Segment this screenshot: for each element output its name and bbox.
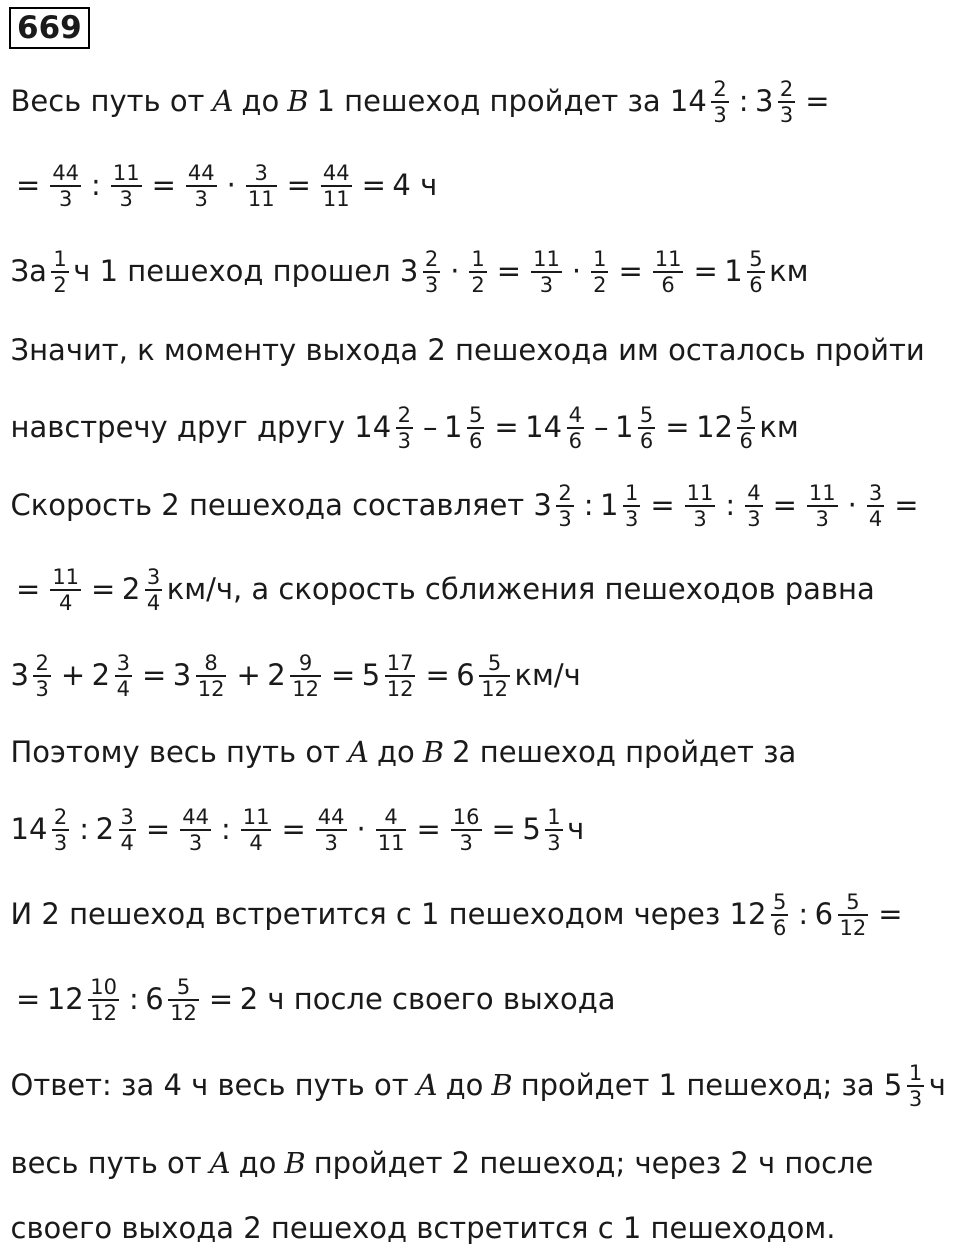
fraction-numerator: 16: [452, 805, 480, 829]
text-run: 6: [145, 982, 164, 1017]
fraction-numerator: 44: [52, 161, 80, 185]
math-operator: =: [805, 84, 830, 119]
text-run: пройдет 1 пешеход; за 5: [520, 1068, 903, 1103]
fraction: [838, 891, 869, 939]
fraction-denominator: 3: [188, 830, 203, 855]
fraction-numerator: 2: [397, 403, 412, 427]
math-operator: =: [650, 488, 675, 523]
text-run: 1: [600, 488, 619, 523]
text-run: Весь путь от: [10, 84, 205, 119]
math-operator: ·: [356, 812, 366, 847]
fraction-numerator: 44: [187, 161, 215, 185]
text-run: км/ч: [514, 658, 581, 693]
math-operator: =: [425, 658, 450, 693]
fraction-denominator: 4: [116, 676, 130, 701]
fraction: [168, 976, 199, 1024]
fraction-numerator: 5: [739, 403, 753, 427]
point-label: B: [284, 1146, 306, 1180]
text-run: 5: [522, 812, 541, 847]
fraction-numerator: 11: [242, 805, 270, 829]
math-operator: =: [693, 254, 718, 289]
math-operator: :: [583, 488, 594, 523]
point-label: B: [422, 735, 445, 769]
text-run: Ответ: за 4 ч весь путь от: [10, 1068, 409, 1103]
fraction-denominator: 12: [386, 676, 414, 701]
fraction-denominator: 11: [322, 186, 350, 211]
fraction-denominator: 3: [424, 272, 439, 297]
fraction-denominator: 6: [639, 428, 654, 453]
fraction: [186, 162, 217, 210]
fraction-denominator: 6: [568, 428, 582, 453]
fraction-numerator: 11: [686, 481, 714, 505]
point-label: A: [212, 84, 234, 119]
fraction: [591, 248, 608, 296]
fraction: [396, 404, 413, 452]
text-run: км/ч, а скорость сближения пешеходов равна: [166, 572, 875, 607]
fraction-denominator: 4: [249, 830, 263, 855]
point-label: B: [491, 1068, 513, 1103]
math-operator: =: [141, 658, 167, 693]
fraction-denominator: 3: [397, 428, 412, 453]
text-line: [10, 404, 799, 452]
text-run: 12: [696, 410, 733, 445]
fraction: [737, 404, 754, 452]
fraction-numerator: 1: [547, 805, 561, 829]
fraction-numerator: 11: [808, 481, 836, 505]
text-run: км: [769, 254, 809, 289]
fraction-denominator: 6: [468, 428, 483, 453]
fraction-denominator: 4: [146, 590, 161, 615]
fraction: [747, 248, 764, 296]
fraction: [180, 806, 211, 854]
fraction-denominator: 6: [739, 428, 753, 453]
fraction-denominator: 3: [713, 102, 727, 127]
text-line: [10, 566, 875, 614]
fraction-numerator: 11: [112, 161, 140, 185]
fraction-denominator: 3: [35, 676, 49, 701]
fraction-numerator: 9: [298, 651, 313, 675]
text-run: ч: [928, 1068, 946, 1103]
fraction: [479, 652, 510, 700]
fraction-denominator: 3: [58, 186, 73, 211]
math-operator: =: [416, 812, 441, 847]
math-operator: :: [725, 488, 736, 523]
fraction: [685, 482, 716, 530]
math-operator: :: [79, 812, 90, 847]
text-run: 1 пешеход пройдет за 14: [316, 84, 707, 119]
text-run: 1: [724, 254, 743, 289]
text-run: 2: [95, 812, 115, 847]
fraction-denominator: 3: [815, 506, 829, 531]
fraction-denominator: 4: [868, 506, 883, 531]
math-operator: =: [496, 254, 522, 289]
text-run: своего выхода 2 пешеход встретится с 1 пешеходом.: [10, 1211, 836, 1245]
text-run: 6: [814, 897, 834, 932]
text-run: 3: [754, 84, 774, 119]
math-operator: =: [151, 168, 176, 203]
fraction-denominator: 3: [53, 830, 68, 855]
math-operator: =: [665, 410, 690, 445]
text-run: 2: [91, 658, 111, 693]
text-run: 5: [361, 658, 381, 693]
fraction: [145, 566, 162, 614]
fraction: [241, 806, 272, 854]
text-line: [10, 162, 438, 210]
fraction: [321, 162, 352, 210]
text-run: За: [10, 254, 47, 289]
fraction-numerator: 11: [52, 565, 80, 589]
math-operator: ·: [847, 488, 857, 523]
fraction-denominator: 3: [558, 506, 572, 531]
text-run: 2: [121, 572, 141, 607]
fraction-numerator: 1: [624, 481, 639, 505]
text-run: 14: [525, 410, 563, 445]
text-run: 6: [456, 658, 475, 693]
fraction-denominator: 4: [58, 590, 73, 615]
fraction: [290, 652, 321, 700]
fraction-numerator: 2: [779, 77, 794, 101]
fraction: [638, 404, 655, 452]
fraction-numerator: 5: [176, 975, 191, 999]
fraction-numerator: 4: [384, 805, 398, 829]
text-line: [10, 652, 581, 700]
fraction: [51, 248, 68, 296]
math-operator: +: [236, 658, 261, 693]
fraction: [556, 482, 573, 530]
math-operator: :: [798, 897, 809, 932]
fraction-denominator: 4: [120, 830, 134, 855]
text-line: [10, 1211, 836, 1246]
fraction-denominator: 3: [693, 506, 707, 531]
text-run: Значит, к моменту выхода 2 пешехода им осталось пройти: [10, 333, 925, 367]
math-operator: :: [128, 982, 139, 1017]
math-operator: =: [618, 254, 643, 289]
fraction-numerator: 3: [120, 805, 134, 829]
fraction-denominator: 12: [197, 676, 225, 701]
fraction-numerator: 10: [90, 975, 117, 999]
math-operator: =: [286, 168, 311, 203]
fraction-numerator: 4: [568, 403, 582, 427]
fraction: [50, 162, 81, 210]
fraction-numerator: 2: [558, 481, 572, 505]
point-label: B: [287, 84, 309, 119]
fraction: [653, 248, 684, 296]
fraction: [711, 78, 728, 126]
math-operator: ·: [571, 254, 582, 289]
fraction: [111, 162, 142, 210]
text-run: до: [238, 1146, 277, 1180]
fraction-numerator: 44: [317, 805, 345, 829]
fraction-denominator: 2: [593, 272, 607, 297]
fraction-numerator: 44: [182, 805, 209, 829]
text-line: [10, 806, 585, 854]
fraction-denominator: 3: [779, 102, 794, 127]
fraction-denominator: 12: [90, 1000, 117, 1025]
text-run: 1: [444, 410, 463, 445]
fraction-numerator: 3: [868, 481, 883, 505]
text-run: навстречу друг другу 14: [10, 410, 392, 445]
fraction-numerator: 5: [639, 403, 654, 427]
point-label: A: [348, 735, 369, 769]
fraction-numerator: 1: [593, 247, 607, 271]
fraction-numerator: 1: [908, 1061, 923, 1085]
fraction: [467, 404, 484, 452]
math-operator: =: [361, 168, 386, 203]
text-line: [10, 482, 925, 530]
text-run: пройдет 2 пешеход; через 2 ч после: [313, 1146, 874, 1180]
fraction-denominator: 3: [194, 186, 208, 211]
fraction: [778, 78, 795, 126]
fraction-denominator: 12: [481, 676, 508, 701]
math-operator: =: [491, 812, 516, 847]
math-operator: +: [60, 658, 86, 693]
point-label: A: [209, 1146, 231, 1180]
text-line: [10, 78, 836, 126]
fraction: [385, 652, 416, 700]
problem-number: 669: [9, 7, 90, 49]
text-line: [10, 976, 616, 1024]
text-run: 2 пешеход пройдет за: [452, 735, 797, 769]
text-run: 1: [614, 410, 634, 445]
math-operator: =: [330, 658, 356, 693]
fraction-numerator: 11: [654, 247, 682, 271]
text-run: км: [759, 410, 799, 445]
fraction: [376, 806, 407, 854]
text-run: И 2 пешеход встретится с 1 пешеходом через 12: [10, 897, 767, 932]
fraction: [50, 566, 81, 614]
math-operator: =: [894, 488, 919, 523]
fraction-numerator: 5: [487, 651, 502, 675]
fraction-numerator: 2: [53, 805, 68, 829]
fraction: [88, 976, 119, 1024]
text-run: до: [445, 1068, 484, 1103]
fraction: [745, 482, 762, 530]
fraction: [423, 248, 440, 296]
fraction-numerator: 3: [254, 161, 268, 185]
fraction: [531, 248, 562, 296]
text-run: 3: [10, 658, 29, 693]
math-operator: =: [16, 572, 41, 607]
fraction-numerator: 5: [468, 403, 483, 427]
text-run: Скорость 2 пешехода составляет 3: [10, 488, 552, 523]
math-operator: =: [494, 410, 519, 445]
fraction-numerator: 8: [204, 651, 218, 675]
text-line: [10, 248, 809, 296]
fraction: [115, 652, 132, 700]
fraction-denominator: 2: [53, 272, 67, 297]
math-operator: =: [145, 812, 171, 847]
math-operator: ·: [226, 168, 236, 203]
fraction: [623, 482, 640, 530]
fraction-numerator: 2: [424, 247, 439, 271]
fraction-denominator: 3: [459, 830, 473, 855]
fraction-denominator: 12: [170, 1000, 197, 1025]
math-operator: =: [772, 488, 797, 523]
math-operator: ·: [450, 254, 460, 289]
fraction: [907, 1062, 924, 1110]
math-operator: =: [281, 812, 306, 847]
fraction-numerator: 5: [749, 247, 763, 271]
fraction: [567, 404, 584, 452]
fraction-denominator: 2: [471, 272, 485, 297]
text-run: ч: [567, 812, 585, 847]
fraction-numerator: 3: [116, 651, 130, 675]
fraction-numerator: 1: [471, 247, 485, 271]
math-operator: =: [91, 572, 116, 607]
fraction-denominator: 12: [292, 676, 319, 701]
text-run: весь путь от: [10, 1146, 202, 1180]
text-run: 14: [10, 812, 48, 847]
fraction-numerator: 4: [747, 481, 761, 505]
math-operator: :: [738, 84, 749, 119]
fraction: [545, 806, 562, 854]
fraction: [196, 652, 227, 700]
text-run: 3: [172, 658, 192, 693]
fraction-numerator: 2: [35, 651, 49, 675]
text-run: до: [241, 84, 280, 119]
fraction-denominator: 6: [772, 915, 787, 940]
math-operator: =: [878, 897, 903, 932]
fraction: [316, 806, 347, 854]
fraction-denominator: 3: [747, 506, 761, 531]
fraction-numerator: 11: [533, 247, 560, 271]
fraction-numerator: 2: [713, 77, 727, 101]
fraction-numerator: 1: [53, 247, 67, 271]
fraction: [33, 652, 50, 700]
text-line: [10, 1062, 946, 1110]
fraction-denominator: 3: [119, 186, 133, 211]
math-operator: =: [16, 168, 41, 203]
text-run: ч 1 пешеход прошел 3: [73, 254, 419, 289]
fraction: [867, 482, 884, 530]
fraction-denominator: 3: [539, 272, 554, 297]
text-run: 2 ч после своего выхода: [239, 982, 616, 1017]
fraction-denominator: 6: [749, 272, 763, 297]
fraction: [469, 248, 486, 296]
text-run: 2: [267, 658, 286, 693]
fraction-numerator: 44: [322, 161, 350, 185]
fraction-denominator: 3: [324, 830, 338, 855]
fraction-numerator: 3: [146, 565, 161, 589]
math-operator: =: [208, 982, 234, 1017]
fraction: [119, 806, 136, 854]
point-label: A: [416, 1068, 438, 1103]
fraction-denominator: 3: [547, 830, 561, 855]
math-operator: :: [91, 168, 101, 203]
math-operator: :: [220, 812, 231, 847]
fraction-denominator: 11: [377, 830, 405, 855]
text-line: [10, 891, 909, 939]
fraction: [771, 891, 788, 939]
fraction-denominator: 3: [624, 506, 639, 531]
text-run: 4 ч: [392, 168, 438, 203]
text-line: [10, 735, 797, 770]
fraction-denominator: 12: [839, 915, 867, 940]
text-run: Поэтому весь путь от: [10, 735, 341, 769]
math-operator: –: [593, 410, 609, 445]
text-run: 12: [46, 982, 84, 1017]
math-operator: –: [423, 410, 438, 445]
fraction: [246, 162, 277, 210]
fraction: [52, 806, 69, 854]
text-line: [10, 333, 925, 368]
fraction-denominator: 11: [247, 186, 275, 211]
fraction-numerator: 5: [772, 890, 787, 914]
math-operator: =: [16, 982, 41, 1017]
text-run: до: [376, 735, 415, 769]
text-line: [10, 1146, 874, 1181]
fraction-numerator: 17: [386, 651, 414, 675]
fraction-denominator: 6: [661, 272, 675, 297]
fraction-denominator: 3: [908, 1086, 923, 1111]
fraction-numerator: 5: [846, 890, 860, 914]
fraction: [451, 806, 482, 854]
fraction: [807, 482, 838, 530]
